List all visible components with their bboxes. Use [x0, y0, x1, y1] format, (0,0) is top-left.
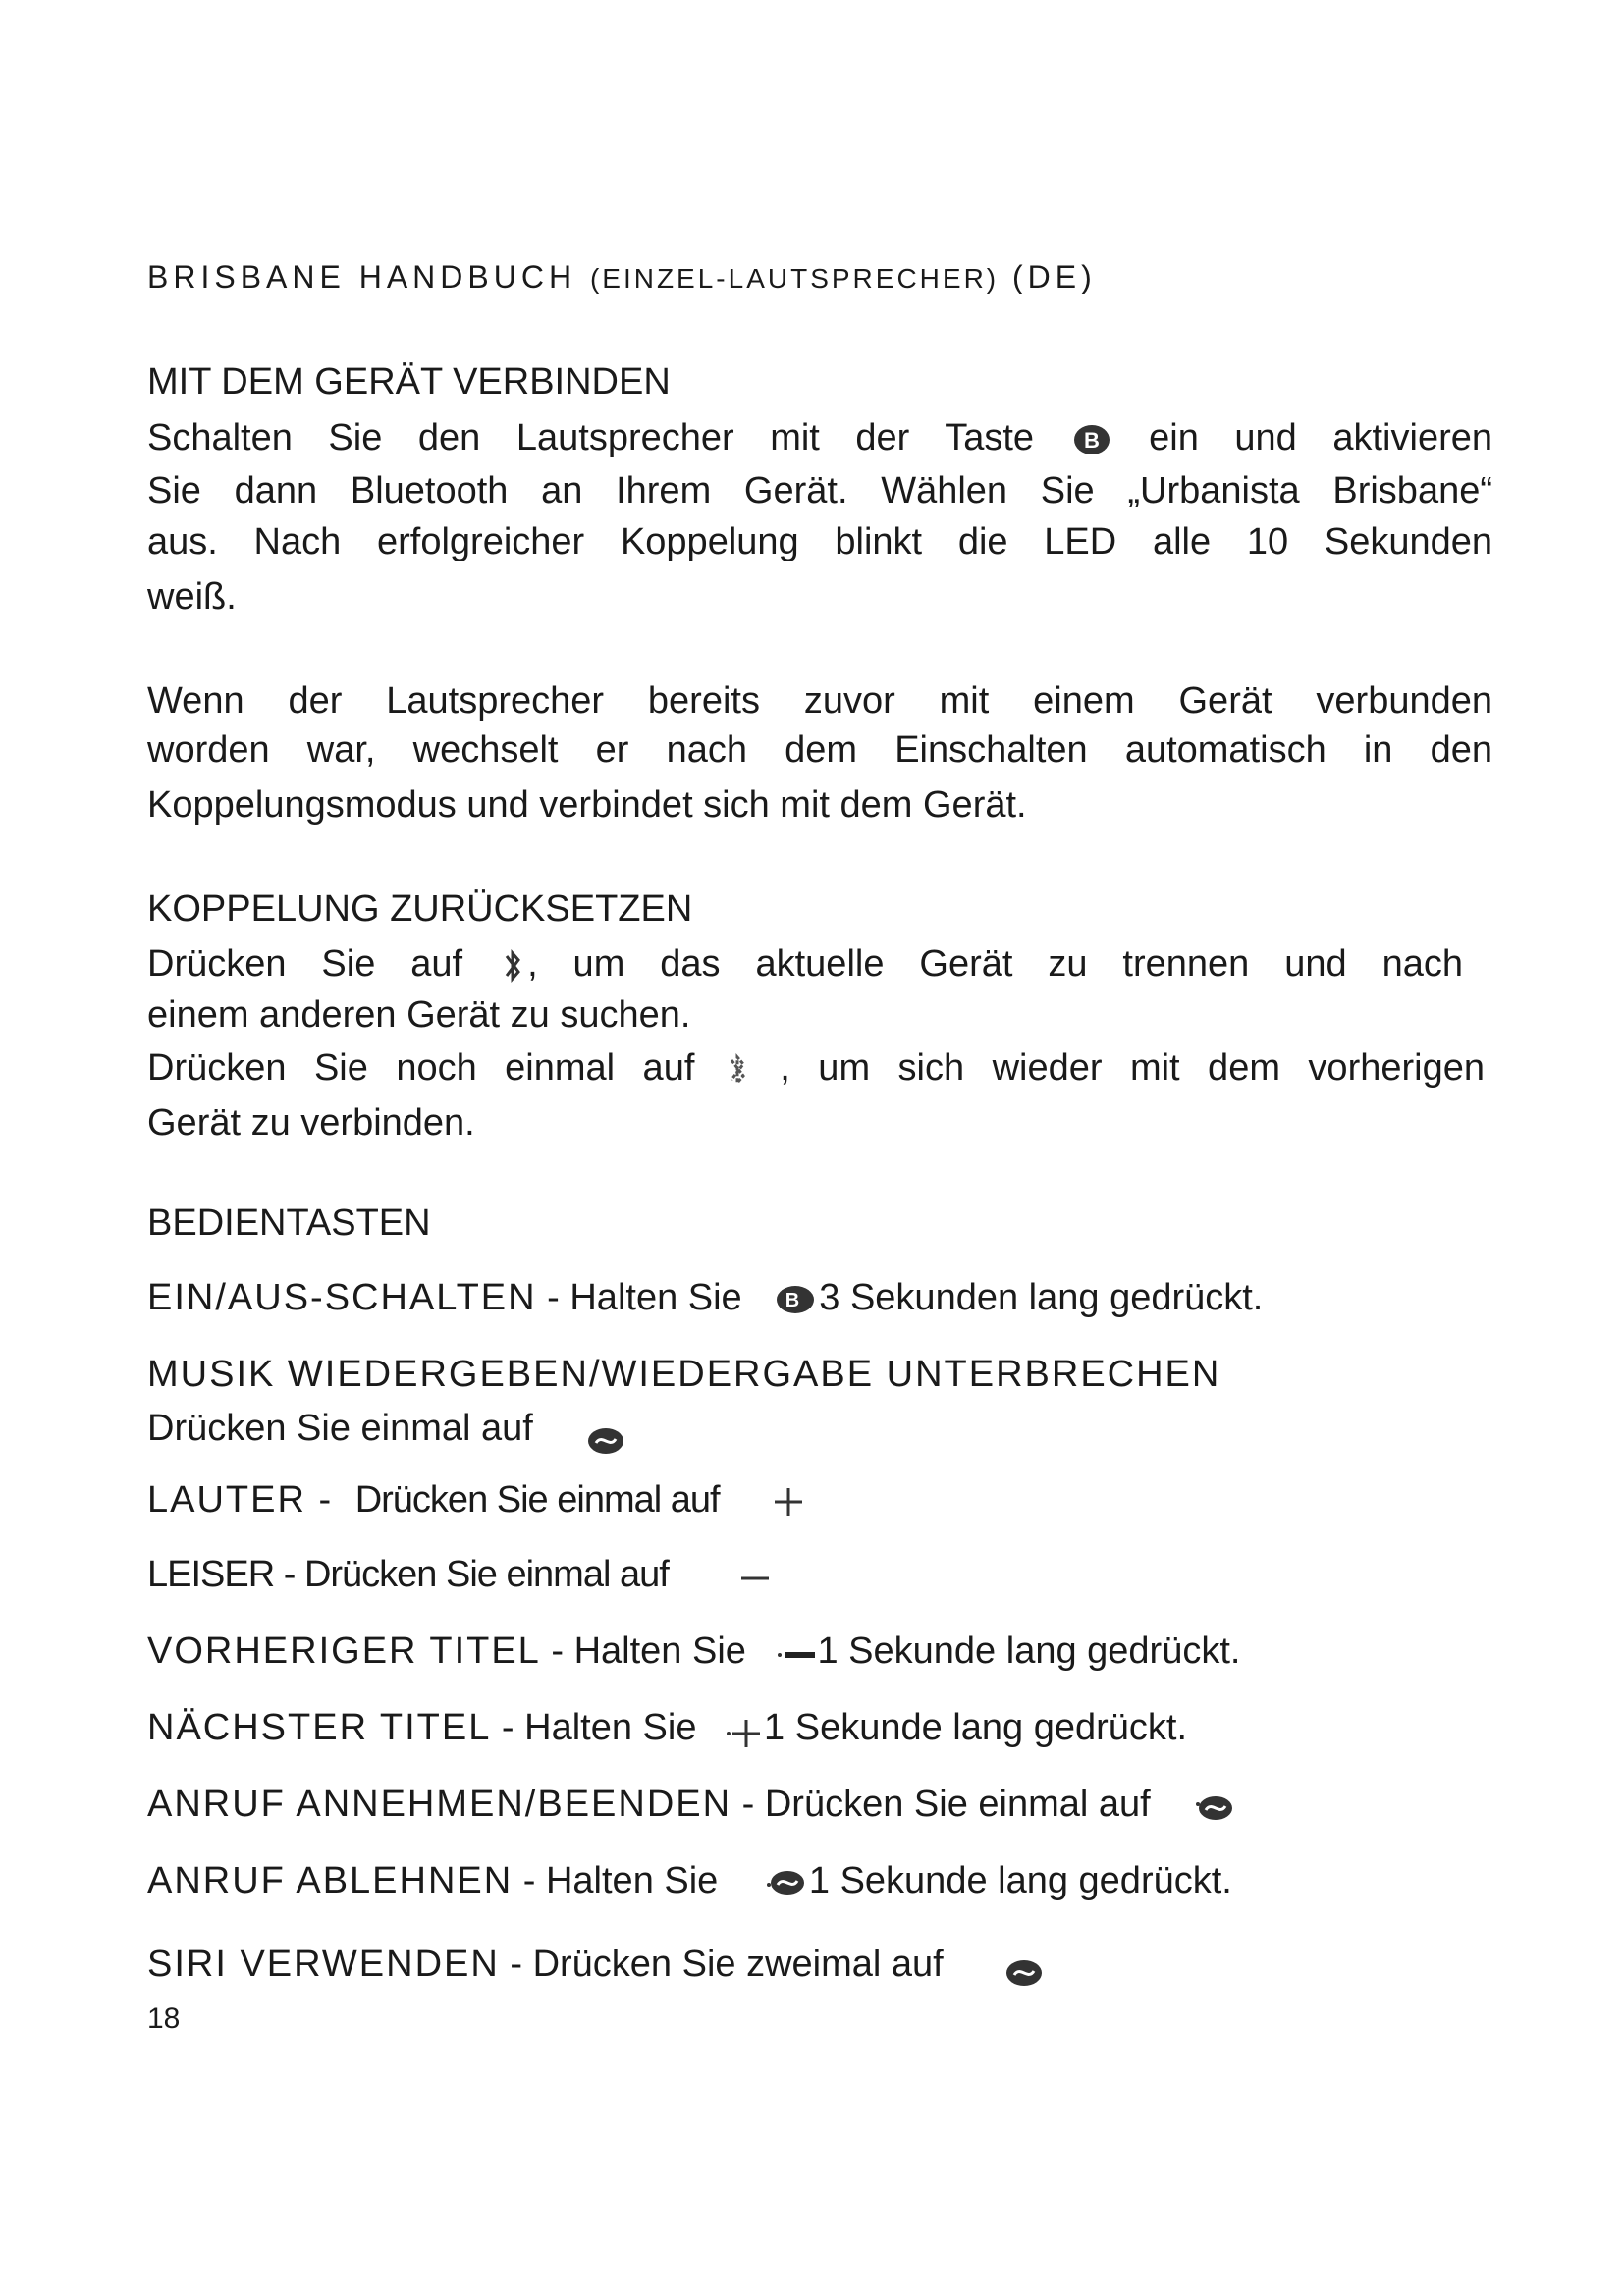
control-next [147, 1704, 1187, 1751]
control-text: Drücken Sie einmal auf [147, 1408, 533, 1450]
control-label: VORHERIGER TITEL [147, 1630, 541, 1672]
svg-text:B: B [785, 1289, 800, 1311]
control-label: SIRI VERWENDEN [147, 1944, 500, 1986]
control-play-label: MUSIK WIEDERGEBEN/WIEDERGABE UNTERBRECHEN [147, 1354, 1221, 1395]
multifunction-button-icon [762, 1863, 809, 1902]
text-span: , um das aktuelle Gerät zu trennen und nach [527, 943, 1463, 985]
multifunction-button-icon [1190, 1787, 1237, 1826]
control-previous [147, 1628, 1240, 1675]
header-language: (DE) [1012, 259, 1097, 294]
reset-paragraph-line: einem anderen Gerät zu suchen. [147, 994, 691, 1036]
connect-paragraph-line: Sie dann Bluetooth an Ihrem Gerät. Wählen Sie „Urbanista Brisbane“ [147, 470, 1492, 511]
control-text: Drücken Sie einmal auf [354, 1479, 720, 1521]
control-power [147, 1274, 1263, 1321]
text-span: Drücken Sie noch einmal auf [147, 1047, 695, 1089]
reset-paragraph-line [147, 940, 1463, 988]
control-label: NÄCHSTER TITEL [147, 1707, 492, 1748]
control-label: ANRUF ANNEHMEN/BEENDEN [147, 1784, 732, 1825]
bluetooth-icon [498, 946, 527, 986]
header-title: BRISBANE HANDBUCH [147, 259, 577, 294]
text-span: Schalten Sie den Lautsprecher mit der Taste [147, 417, 1035, 458]
control-label: EIN/AUS-SCHALTEN [147, 1277, 537, 1318]
minus-icon [774, 1633, 817, 1673]
reset-paragraph-line: Gerät zu verbinden. [147, 1102, 475, 1144]
control-text: - Halten Sie [522, 1860, 719, 1901]
control-text: 1 Sekunde lang gedrückt. [808, 1860, 1232, 1901]
control-text: - Halten Sie [547, 1277, 742, 1318]
section-heading-reset: KOPPELUNG ZURÜCKSETZEN [147, 888, 693, 930]
connect-paragraph-line: Koppelungsmodus und verbindet sich mit dem Gerät. [147, 784, 1027, 826]
text-span: ein und aktivieren [1149, 417, 1493, 458]
document-header [147, 253, 1097, 302]
control-text: 3 Sekunden lang gedrückt. [819, 1277, 1264, 1318]
connect-paragraph-line: worden war, wechselt er nach dem Einschalten automatisch in den [147, 729, 1492, 771]
control-text: - Drücken Sie einmal auf [741, 1784, 1151, 1825]
control-text: 1 Sekunde lang gedrückt. [817, 1630, 1241, 1672]
control-answer-call [147, 1781, 1237, 1828]
multifunction-button-icon [584, 1421, 627, 1461]
power-button-icon [1070, 420, 1113, 459]
multifunction-button-icon [1001, 1953, 1048, 1993]
control-text: - Drücken Sie zweimal auf [510, 1944, 944, 1986]
text-span: Drücken Sie auf [147, 943, 463, 985]
control-text: 1 Sekunde lang gedrückt. [764, 1707, 1188, 1748]
control-play [147, 1400, 627, 1461]
control-louder [147, 1476, 808, 1523]
control-label: LEISER - Drücken Sie einmal auf [147, 1554, 669, 1595]
reset-paragraph-line [147, 1044, 1485, 1092]
control-label: ANRUF ABLEHNEN [147, 1860, 514, 1901]
control-quieter [147, 1551, 775, 1598]
connect-paragraph-line: Wenn der Lautsprecher bereits zuvor mit einem Gerät verbunden [147, 680, 1492, 721]
control-text: - Halten Sie [501, 1707, 697, 1748]
control-reject-call [147, 1857, 1232, 1904]
svg-text:B: B [1083, 427, 1100, 453]
bluetooth-icon [723, 1050, 752, 1090]
connect-paragraph-line: aus. Nach erfolgreicher Koppelung blinkt die LED alle 10 Sekunden [147, 521, 1492, 562]
text-span: , um sich wieder mit dem vorherigen [780, 1047, 1485, 1089]
minus-icon [735, 1557, 775, 1596]
control-label: LAUTER - [147, 1479, 334, 1521]
section-heading-connect: MIT DEM GERÄT VERBINDEN [147, 361, 671, 402]
control-siri [147, 1940, 1048, 1993]
header-subtitle: (EINZEL-LAUTSPRECHER) [589, 263, 1000, 294]
connect-paragraph-line: weiß. [147, 576, 237, 617]
page-number: 18 [147, 2002, 181, 2035]
power-button-icon [772, 1280, 819, 1319]
plus-icon [769, 1482, 808, 1522]
control-text: - Halten Sie [551, 1630, 746, 1672]
section-heading-controls: BEDIENTASTEN [147, 1202, 431, 1244]
plus-icon [725, 1710, 764, 1749]
connect-paragraph-line [147, 414, 1492, 461]
